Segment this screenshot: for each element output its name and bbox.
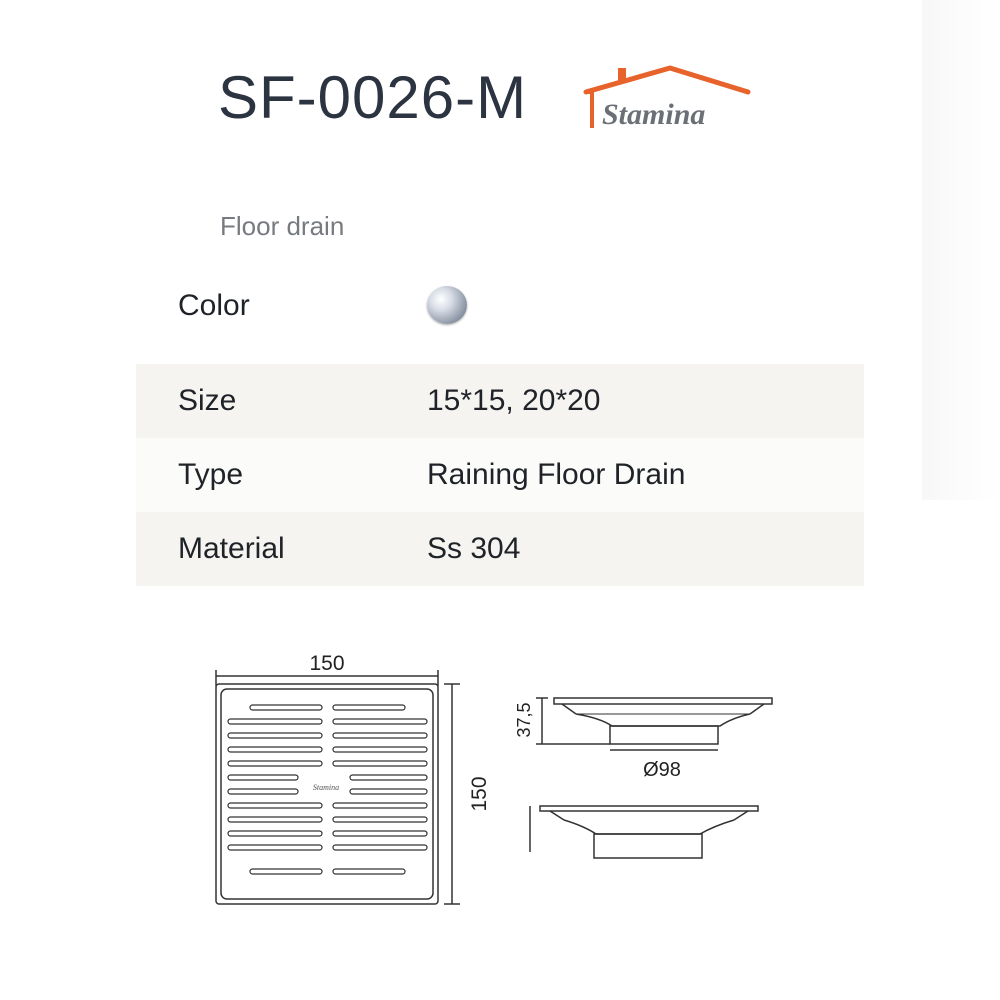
spec-label-color: Color — [178, 289, 250, 322]
spec-row-size — [136, 364, 864, 438]
grate-logo-text: Stamina — [312, 783, 340, 792]
product-code: SF-0026-M — [218, 64, 528, 131]
product-category: Floor drain — [220, 211, 345, 241]
spec-row-type — [136, 438, 864, 512]
right-edge-shadow — [922, 0, 1000, 500]
dimension-width: 150 — [309, 652, 345, 675]
brand-name: Stamina — [602, 98, 706, 131]
technical-drawing — [200, 640, 800, 930]
spec-label-size: Size — [178, 384, 237, 417]
spec-value-type: Raining Floor Drain — [427, 458, 686, 491]
spec-row-material — [136, 512, 864, 586]
dimension-outlet-diameter: Ø98 — [643, 759, 681, 781]
spec-value-material: Ss 304 — [427, 532, 521, 565]
dimension-depth: 37,5 — [514, 702, 534, 738]
color-swatch-chrome[interactable] — [427, 286, 467, 324]
brand-logo — [580, 62, 752, 134]
dimension-height: 150 — [468, 776, 491, 812]
spec-row-color — [136, 282, 864, 332]
spec-label-type: Type — [178, 458, 244, 491]
side-view-lower — [530, 806, 758, 858]
spec-value-size: 15*15, 20*20 — [427, 384, 601, 417]
side-view-upper — [536, 698, 772, 750]
spec-label-material: Material — [178, 532, 285, 565]
